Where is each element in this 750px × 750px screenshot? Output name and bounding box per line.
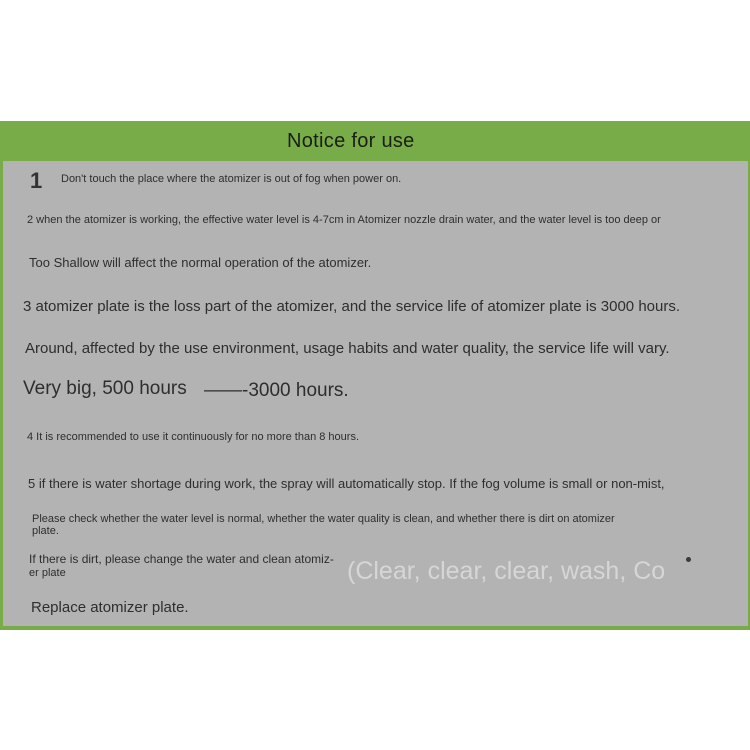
dot-mark xyxy=(686,557,691,562)
notice-line: plate. xyxy=(32,525,59,537)
item-number-1: 1 xyxy=(30,168,43,193)
watermark-text: (Clear, clear, clear, wash, Co xyxy=(347,557,666,585)
notice-line: 5 if there is water shortage during work, the spray will automatically stop. If the fog volume is small or non-mist, xyxy=(28,476,665,491)
notice-line: Please check whether the water level is normal, whether the water quality is clean, and whether there is dirt on atomizer xyxy=(32,513,615,525)
notice-line: Around, affected by the use environment, usage habits and water quality, the service life will vary. xyxy=(25,340,670,357)
notice-line: Too Shallow will affect the normal operation of the atomizer. xyxy=(29,255,372,270)
notice-line: Replace atomizer plate. xyxy=(31,599,189,616)
notice-line: er plate xyxy=(29,567,66,579)
notice-line: 2 when the atomizer is working, the effective water level is 4-7cm in Atomizer nozzle drain water, and the water level is too deep or xyxy=(27,214,661,226)
notice-line: 3 atomizer plate is the loss part of the atomizer, and the service life of atomizer plate is 3000 hours. xyxy=(23,298,681,315)
notice-line: If there is dirt, please change the water and clean atomiz- xyxy=(29,552,334,566)
notice-title: Notice for use xyxy=(287,130,415,152)
notice-line: Don't touch the place where the atomizer is out of fog when power on. xyxy=(61,173,402,185)
notice-line-large: ——-3000 hours. xyxy=(204,380,349,401)
notice-line-large: Very big, 500 hours xyxy=(23,378,187,399)
notice-line: 4 It is recommended to use it continuously for no more than 8 hours. xyxy=(27,431,360,443)
